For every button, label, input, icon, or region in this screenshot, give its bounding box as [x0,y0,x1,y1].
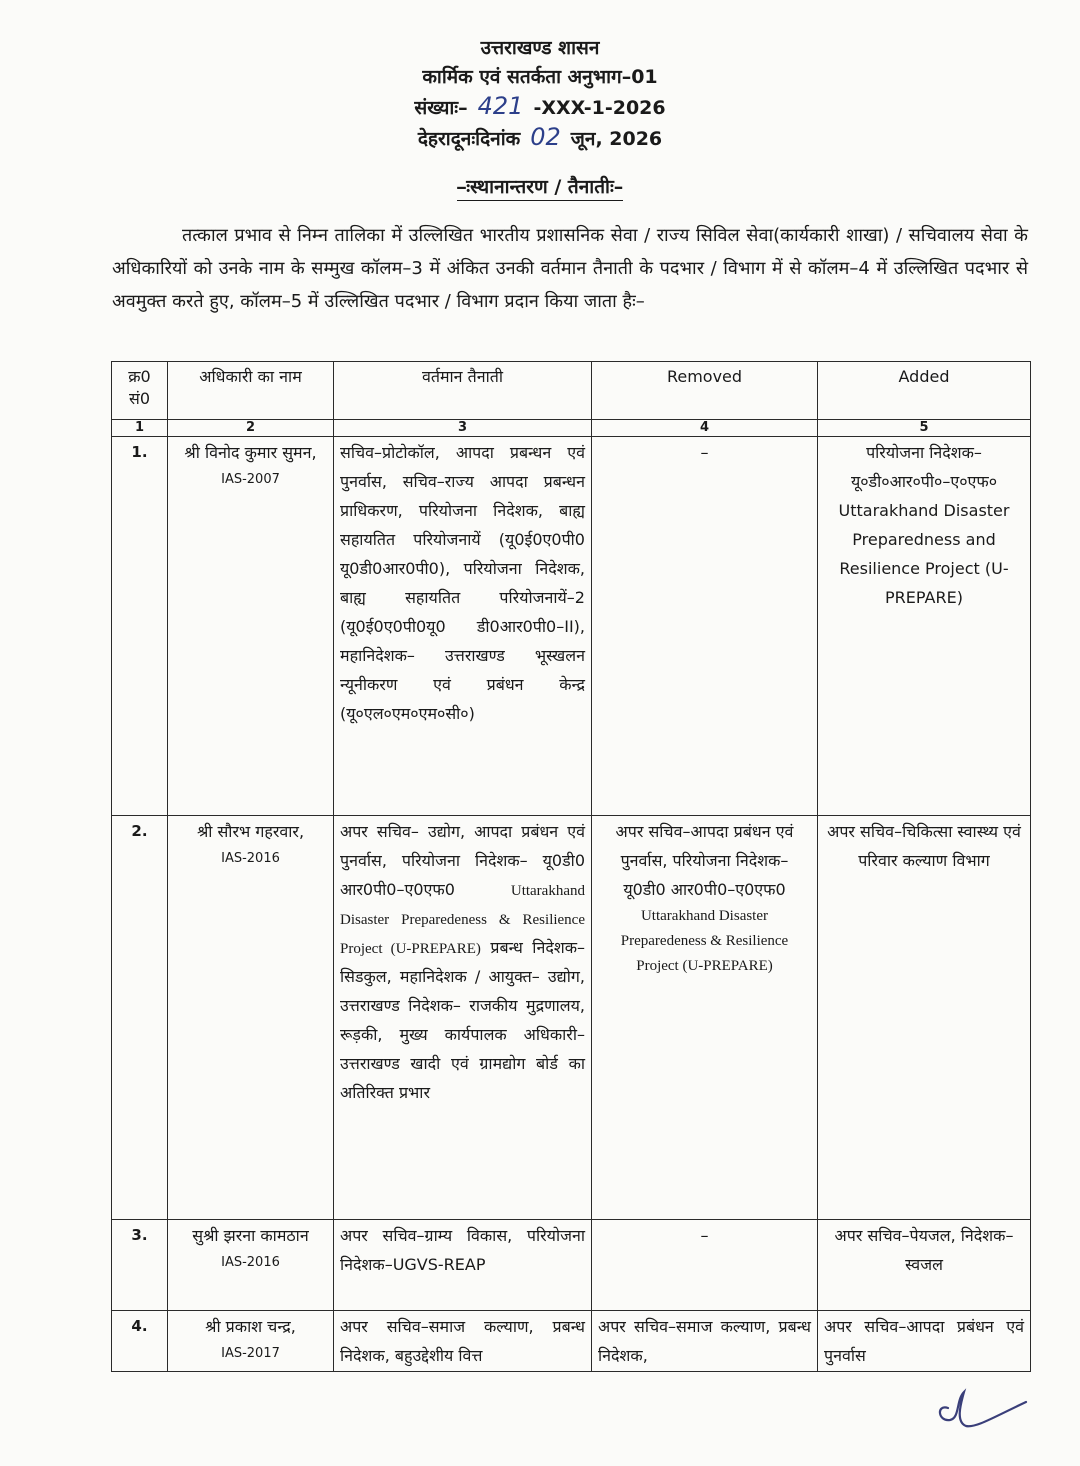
officer-service: IAS-2016 [221,1255,280,1270]
officer-service: IAS-2016 [221,851,280,866]
current-posting-hindi-2: प्रबन्ध निदेशक– सिडकुल, महानिदेशक / आयुक्त– उद्योग, उत्तराखण्ड निदेशक– राजकीय मुद्रणालय, रूड़की, मुख्य कार्यपालक अधिकारी– उत्तराखण्ड खादी एवं ग्रामद्योग बोर्ड का अतिरिक्त प्रभार [340,938,585,1102]
current-posting-hindi: अपर सचिव– उद्योग, आपदा प्रबंधन एवं पुनर्वास, परियोजना निदेशक– यू0डी0 आर0पी0–ए0एफ0 [340,822,585,899]
order-number-suffix: -XXX-1-2026 [533,97,666,119]
govt-name: उत्तराखण्ड शासन [480,37,600,59]
officer-name: श्री प्रकाश चन्द्र, [205,1317,296,1336]
order-number [0,92,1080,123]
table-row [112,1311,1031,1372]
officer-name: सुश्री झरना कामठान [192,1226,309,1245]
added-posting-english: Uttarakhand Disaster Preparedness and Resilience Project (U-PREPARE) [838,501,1010,607]
order-number-handwritten: 421 [477,92,524,120]
header-added: Added [818,362,1031,420]
intro-paragraph: तत्काल प्रभाव से निम्न तालिका में उल्लिखित भारतीय प्रशासनिक सेवा / राज्य सिविल सेवा(कार्यकारी शाखा) / सचिवालय सेवा के अधिकारियों को उनके नाम के सम्मुख कॉलम–3 में अंकित उनकी वर्तमान तैनाती के पदभार / विभाग में से कॉलम–4 में उल्लिखित पदभार से अवमुक्त करते हुए, कॉलम–5 में उल्लिखित पदभार / विभाग प्रदान किया जाता हैः– [112,225,1028,312]
row-sno: 1. [112,437,168,816]
table-header-row [112,362,1031,420]
added-posting: अपर सचिव–आपदा प्रबंधन एवं पुनर्वास [818,1311,1031,1372]
officer-cell [168,1220,334,1311]
header-current: वर्तमान तैनाती [334,362,592,420]
current-posting: अपर सचिव–समाज कल्याण, प्रबन्ध निदेशक, बहुउद्देशीय वित्त [334,1311,592,1372]
order-date-prefix: देहरादूनःदिनांक [417,128,521,150]
department-name: कार्मिक एवं सतर्कता अनुभाग–01 [422,66,658,88]
current-posting [334,816,592,1220]
column-number-row [112,420,1031,437]
subject-line [0,173,1080,199]
current-posting-english: Uttarakhand Disaster Preparedeness & Resilience Project (U-PREPARE) [340,883,585,957]
removed-posting: – [592,1220,818,1311]
document-header [0,34,1080,154]
signature-mark [930,1378,1040,1438]
added-posting: अपर सचिव–चिकित्सा स्वास्थ्य एवं परिवार कल्याण विभाग [818,816,1031,1220]
col-number: 5 [818,420,1031,437]
current-posting: सचिव–प्रोटोकॉल, आपदा प्रबन्धन एवं पुनर्वास, सचिव–राज्य आपदा प्रबन्धन प्राधिकरण, परियोजना निदेशक, बाह्य सहायतित परियोजनायें (यू0ई0ए0पी0 यू0डी0आर0पी0), परियोजना निदेशक, बाह्य सहायतित परियोजनायें–2 (यू0ई0ए0पी0यू0 डी0आर0पी0–II), महानिदेशक– उत्तराखण्ड भूस्खलन न्यूनीकरण एवं प्रबंधन केन्द्र (यू०एल०एम०एम०सी०) [334,437,592,816]
header-removed: Removed [592,362,818,420]
table-row [112,1220,1031,1311]
removed-posting-english: Uttarakhand Disaster Preparedeness & Resilience Project (U-PREPARE) [620,908,789,974]
officer-cell [168,816,334,1220]
added-posting: अपर सचिव–पेयजल, निदेशक–स्वजल [818,1220,1031,1311]
row-sno: 2. [112,816,168,1220]
order-date-handwritten: 02 [530,123,561,151]
col-number: 2 [168,420,334,437]
col-number: 4 [592,420,818,437]
order-number-prefix: संख्याः– [414,97,468,119]
col-number: 1 [112,420,168,437]
officer-service: IAS-2007 [221,472,280,487]
added-posting [818,437,1031,816]
officer-name: श्री विनोद कुमार सुमन, [184,443,317,462]
removed-posting: – [592,437,818,816]
row-sno: 4. [112,1311,168,1372]
officer-service: IAS-2017 [221,1346,280,1361]
subject-text: –ःस्थानान्तरण / तैनातीः– [457,176,624,201]
officer-cell [168,1311,334,1372]
officer-cell [168,437,334,816]
order-date-suffix: जून, 2026 [570,128,663,150]
table-row [112,816,1031,1220]
officer-name: श्री सौरभ गहरवार, [196,822,305,841]
table-row [112,437,1031,816]
transfer-table [111,361,1031,1372]
row-sno: 3. [112,1220,168,1311]
col-number: 3 [334,420,592,437]
added-posting-hindi: परियोजना निदेशक– यू०डी०आर०पी०–ए०एफ० [850,443,998,491]
current-posting: अपर सचिव–ग्राम्य विकास, परियोजना निदेशक–UGVS-REAP [334,1220,592,1311]
header-sno: क्र0 सं0 [112,362,168,420]
header-name: अधिकारी का नाम [168,362,334,420]
removed-posting: अपर सचिव–समाज कल्याण, प्रबन्ध निदेशक, [592,1311,818,1372]
removed-posting [592,816,818,1220]
order-date [0,123,1080,154]
removed-posting-hindi: अपर सचिव–आपदा प्रबंधन एवं पुनर्वास, परियोजना निदेशक– यू0डी0 आर0पी0–ए0एफ0 [615,822,794,899]
